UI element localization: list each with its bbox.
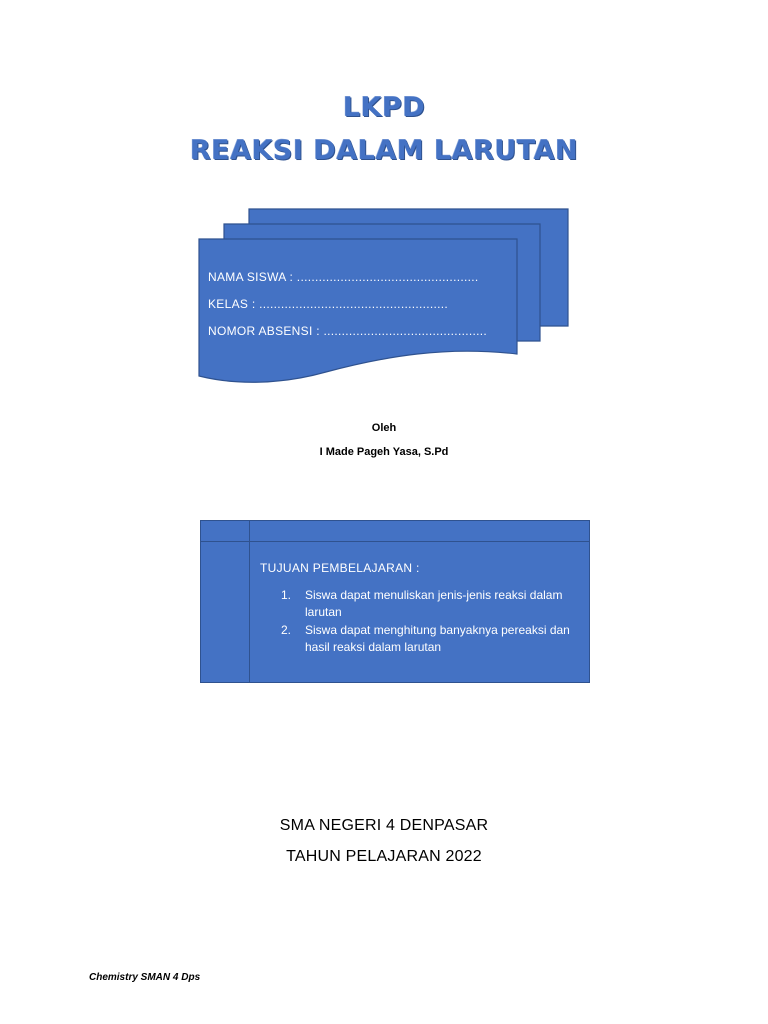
list-item-number: 2. [281, 623, 292, 637]
learning-goals-list [281, 587, 571, 657]
learning-goals-box [200, 520, 590, 683]
author-name: I Made Pageh Yasa, S.Pd [319, 446, 449, 458]
learning-goals-title: TUJUAN PEMBELAJARAN : [260, 561, 420, 575]
school-name: SMA NEGERI 4 DENPASAR [279, 817, 489, 834]
title-lkpd: LKPD [342, 92, 426, 123]
identity-fields [208, 268, 518, 349]
author-prefix: Oleh [371, 422, 397, 434]
school-year: TAHUN PELAJARAN 2022 [286, 848, 482, 865]
goals-box-divider-horizontal [201, 541, 589, 542]
list-item-text: Siswa dapat menghitung banyaknya pereaksi dan hasil reaksi dalam larutan [305, 623, 570, 654]
student-number-field: NOMOR ABSENSI : ............................................. [208, 324, 488, 338]
list-item [281, 587, 571, 621]
list-item-text: Siswa dapat menuliskan jenis-jenis reaksi dalam larutan [305, 588, 563, 619]
title-reaksi-dalam-larutan: REAKSI DALAM LARUTAN [189, 135, 579, 166]
page-footer: Chemistry SMAN 4 Dps [89, 972, 201, 983]
goals-box-divider-vertical [249, 521, 250, 682]
list-item [281, 622, 571, 656]
student-name-field: NAMA SISWA : .................................................. [208, 270, 479, 284]
list-item-number: 1. [281, 588, 292, 602]
student-class-field: KELAS : .................................................... [208, 297, 449, 311]
